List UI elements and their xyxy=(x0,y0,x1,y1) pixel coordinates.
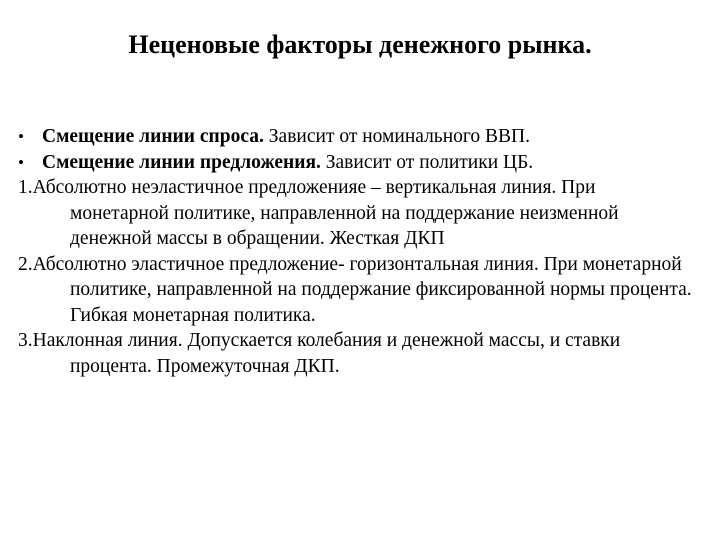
slide-title: Неценовые факторы денежного рынка. xyxy=(128,30,592,59)
bullet-text: Зависит от политики ЦБ. xyxy=(320,151,534,173)
numbered-item-sloped-line xyxy=(18,328,698,379)
bullet-text: Зависит от номинального ВВП. xyxy=(263,126,530,147)
bullet-marker: • xyxy=(18,152,24,172)
slide-content xyxy=(18,124,698,379)
bullet-heading: Смещение линии предложения. xyxy=(42,151,321,173)
number-marker: 3. xyxy=(18,330,33,351)
numbered-text: Абсолютно эластичное предложение- горизонтальная линия. При монетарной политике, направленной на поддержание фиксированной нормы процента. Гибкая монетарная политика. xyxy=(32,253,692,326)
bullet-item-demand-shift xyxy=(18,124,698,150)
bullet-item-supply-shift xyxy=(18,150,698,176)
numbered-item-inelastic-supply xyxy=(18,175,698,252)
numbered-text: Абсолютно неэластичное предложенияе – вертикальная линия. При монетарной политике, направленной на поддержание неизменной денежной массы в обращении. Жесткая ДКП xyxy=(32,177,619,249)
number-marker: 1. xyxy=(18,177,33,198)
numbered-item-elastic-supply xyxy=(18,252,698,329)
number-marker: 2. xyxy=(18,253,33,275)
numbered-text: Наклонная линия. Допускается колебания и денежной массы, и ставки процента. Промежуточная ДКП. xyxy=(32,330,621,377)
bullet-marker: • xyxy=(18,127,24,146)
bullet-heading: Смещение линии спроса. xyxy=(42,126,264,147)
